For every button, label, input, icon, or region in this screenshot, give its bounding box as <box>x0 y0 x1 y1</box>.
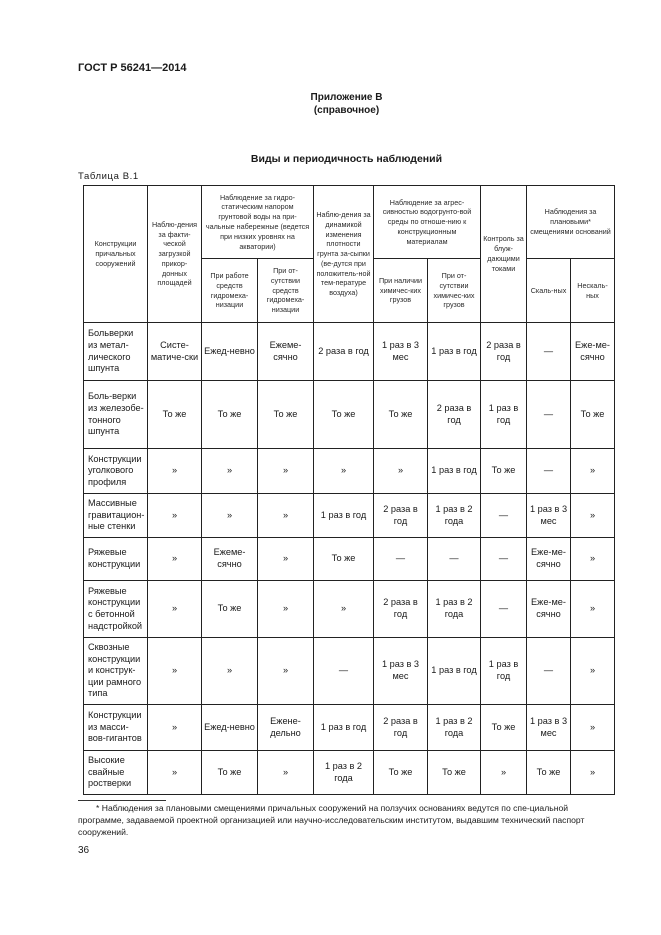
cell-displacements-rock: — <box>527 638 571 705</box>
row-structure-name: Боль-верки из железобе-тонного шпунта <box>84 381 148 449</box>
table-row <box>84 538 615 581</box>
cell-aggressive-without: 1 раз в год <box>428 638 481 705</box>
cell-groundwater-without: » <box>258 538 314 581</box>
cell-groundwater-without: » <box>258 638 314 705</box>
cell-stray-currents: 1 раз в год <box>481 638 527 705</box>
cell-aggressive-with: 1 раз в 3 мес <box>374 323 428 381</box>
cell-density: » <box>314 581 374 638</box>
cell-groundwater-without: Ежеме-сячно <box>258 323 314 381</box>
cell-density: 2 раза в год <box>314 323 374 381</box>
cell-systematic: » <box>148 449 202 494</box>
annex-heading <box>0 91 661 117</box>
row-structure-name: Сквозные конструкции и конструк-ции рамного типа <box>84 638 148 705</box>
header-density: Наблю-дения за динамикой изменения плотности грунта за-сыпки (ве-дутся при положитель-ной тем-пературе воздуха) <box>314 186 374 323</box>
cell-aggressive-with: То же <box>374 751 428 795</box>
row-structure-name: Конструкции уголкового профиля <box>84 449 148 494</box>
cell-displacements-rock: То же <box>527 751 571 795</box>
header-stray-currents: Контроль за блуж-дающими токами <box>481 186 527 323</box>
table-row <box>84 449 615 494</box>
cell-displacements-nonrock: » <box>571 581 615 638</box>
annex-title: Приложение В <box>310 92 383 103</box>
page-number: 36 <box>78 845 90 856</box>
cell-displacements-rock: Еже-ме-сячно <box>527 538 571 581</box>
cell-groundwater-without: » <box>258 581 314 638</box>
table-row <box>84 638 615 705</box>
cell-density: То же <box>314 381 374 449</box>
cell-groundwater-without: То же <box>258 381 314 449</box>
cell-systematic: Систе-матиче-ски <box>148 323 202 381</box>
cell-systematic: » <box>148 705 202 751</box>
cell-density: 1 раз в 2 года <box>314 751 374 795</box>
cell-stray-currents: » <box>481 751 527 795</box>
cell-aggressive-with: 1 раз в 3 мес <box>374 638 428 705</box>
cell-aggressive-without: То же <box>428 751 481 795</box>
cell-displacements-nonrock: То же <box>571 381 615 449</box>
cell-aggressive-without: 1 раз в 2 года <box>428 581 481 638</box>
header-groundwater-with-hydromech: При работе средств гидромеха-низации <box>202 259 258 323</box>
cell-groundwater-with: То же <box>202 381 258 449</box>
header-aggressive-without-chemicals: При от-сутствии химичес-ких грузов <box>428 259 481 323</box>
table-row <box>84 705 615 751</box>
cell-aggressive-without: 1 раз в 2 года <box>428 494 481 538</box>
cell-displacements-rock: — <box>527 449 571 494</box>
cell-displacements-nonrock: » <box>571 494 615 538</box>
cell-systematic: То же <box>148 381 202 449</box>
cell-groundwater-without: » <box>258 751 314 795</box>
cell-displacements-nonrock: » <box>571 751 615 795</box>
cell-systematic: » <box>148 538 202 581</box>
header-displacements-rock: Скаль-ных <box>527 259 571 323</box>
cell-displacements-nonrock: » <box>571 538 615 581</box>
table-title: Виды и периодичность наблюдений <box>250 153 443 165</box>
cell-density: 1 раз в год <box>314 705 374 751</box>
table-label: Таблица В.1 <box>78 171 139 182</box>
document-code: ГОСТ Р 56241—2014 <box>78 62 187 74</box>
row-structure-name: Ряжевые конструкции <box>84 538 148 581</box>
cell-stray-currents: То же <box>481 449 527 494</box>
header-aggressive: Наблюдение за агрес-сивностью водогрунто-вой среды по отноше-нию к конструкционным материалам <box>374 186 481 259</box>
cell-stray-currents: 2 раза в год <box>481 323 527 381</box>
cell-stray-currents: То же <box>481 705 527 751</box>
cell-stray-currents: — <box>481 581 527 638</box>
cell-density: То же <box>314 538 374 581</box>
cell-displacements-rock: 1 раз в 3 мес <box>527 705 571 751</box>
cell-groundwater-with: Ежеме-сячно <box>202 538 258 581</box>
cell-aggressive-without: 1 раз в год <box>428 323 481 381</box>
cell-aggressive-with: 2 раза в год <box>374 581 428 638</box>
cell-groundwater-with: » <box>202 449 258 494</box>
header-groundwater-without-hydromech: При от-сутствии средств гидромеха-низации <box>258 259 314 323</box>
row-structure-name: Больверки из метал-лического шпунта <box>84 323 148 381</box>
cell-aggressive-without: 1 раз в год <box>428 449 481 494</box>
cell-stray-currents: — <box>481 494 527 538</box>
cell-aggressive-with: » <box>374 449 428 494</box>
header-aggressive-with-chemicals: При наличии химичес-ких грузов <box>374 259 428 323</box>
cell-aggressive-without: — <box>428 538 481 581</box>
cell-aggressive-without: 1 раз в 2 года <box>428 705 481 751</box>
cell-aggressive-with: 2 раза в год <box>374 494 428 538</box>
cell-density: — <box>314 638 374 705</box>
row-structure-name: Высокие свайные ростверки <box>84 751 148 795</box>
table-row <box>84 751 615 795</box>
header-structures: Конструкции причальных сооружений <box>84 186 148 323</box>
header-systematic-load: Наблю-дения за факти-ческой загрузкой прикор-донных площадей <box>148 186 202 323</box>
table-row <box>84 581 615 638</box>
cell-groundwater-with: Ежед-невно <box>202 705 258 751</box>
footnote-divider <box>78 800 166 801</box>
row-structure-name: Конструкции из масси-вов-гигантов <box>84 705 148 751</box>
annex-subtitle: (справочное) <box>313 105 380 116</box>
header-displacements: Наблюдения за плановыми* смещениями оснований <box>527 186 615 259</box>
cell-aggressive-with: То же <box>374 381 428 449</box>
header-groundwater: Наблюдение за гидро-статическим напором грунтовой воды на при-чальные набережные (ведется при низких уровнях на акватории) <box>202 186 314 259</box>
row-structure-name: Ряжевые конструкции с бетонной надстройкой <box>84 581 148 638</box>
cell-groundwater-with: » <box>202 494 258 538</box>
cell-groundwater-without: Ежене-дельно <box>258 705 314 751</box>
table-row <box>84 381 615 449</box>
cell-groundwater-with: » <box>202 638 258 705</box>
cell-displacements-nonrock: » <box>571 638 615 705</box>
cell-displacements-nonrock: Еже-ме-сячно <box>571 323 615 381</box>
cell-groundwater-without: » <box>258 449 314 494</box>
cell-systematic: » <box>148 581 202 638</box>
cell-groundwater-with: То же <box>202 581 258 638</box>
cell-displacements-nonrock: » <box>571 705 615 751</box>
table-header-row <box>84 186 615 259</box>
cell-groundwater-with: То же <box>202 751 258 795</box>
footnote: * Наблюдения за плановыми смещениями причальных сооружений на ползучих основаниях ведутся по спе-циальной программе, задаваемой проектной организацией или научно-исследовательским институтом, выдавшим технический паспорт сооружений. <box>78 803 585 837</box>
cell-groundwater-with: Ежед-невно <box>202 323 258 381</box>
cell-groundwater-without: » <box>258 494 314 538</box>
cell-displacements-nonrock: » <box>571 449 615 494</box>
cell-systematic: » <box>148 494 202 538</box>
cell-displacements-rock: Еже-ме-сячно <box>527 581 571 638</box>
cell-displacements-rock: — <box>527 381 571 449</box>
table-row <box>84 323 615 381</box>
cell-systematic: » <box>148 638 202 705</box>
cell-density: » <box>314 449 374 494</box>
row-structure-name: Массивные гравитацион-ные стенки <box>84 494 148 538</box>
observations-table <box>83 185 615 795</box>
cell-systematic: » <box>148 751 202 795</box>
table-row <box>84 494 615 538</box>
cell-stray-currents: — <box>481 538 527 581</box>
cell-displacements-rock: 1 раз в 3 мес <box>527 494 571 538</box>
header-displacements-nonrock: Нескаль-ных <box>571 259 615 323</box>
cell-displacements-rock: — <box>527 323 571 381</box>
cell-aggressive-without: 2 раза в год <box>428 381 481 449</box>
cell-stray-currents: 1 раз в год <box>481 381 527 449</box>
cell-aggressive-with: — <box>374 538 428 581</box>
cell-density: 1 раз в год <box>314 494 374 538</box>
cell-aggressive-with: 2 раза в год <box>374 705 428 751</box>
